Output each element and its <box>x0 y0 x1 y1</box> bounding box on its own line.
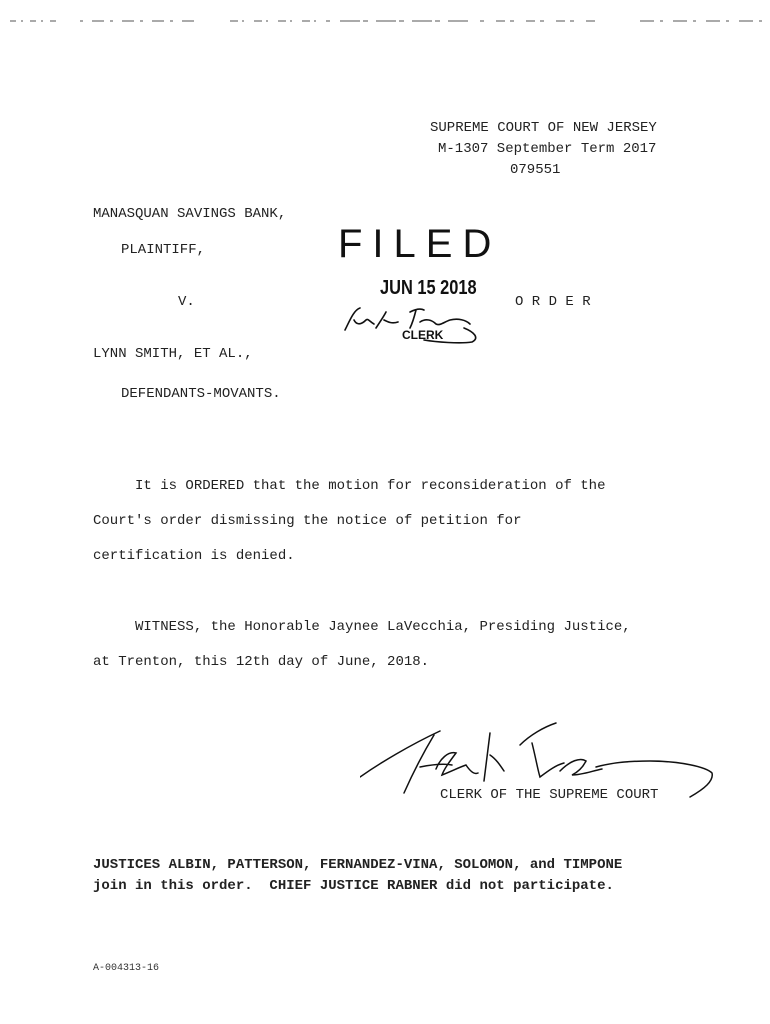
document-type: O R D E R <box>515 294 591 310</box>
filed-date-stamp: JUN 15 2018 <box>380 277 477 299</box>
order-paragraph <box>93 469 605 574</box>
participation-note <box>93 855 622 897</box>
order-line-3: certification is denied. <box>93 548 295 564</box>
footer-code: A-004313-16 <box>93 963 160 974</box>
defendant-name: LYNN SMITH, ET AL., <box>93 346 253 362</box>
filed-stamp: FILED <box>338 222 502 266</box>
plaintiff-role: PLAINTIFF, <box>121 242 206 258</box>
participation-line-2: join in this order. CHIEF JUSTICE RABNER did not participate. <box>93 878 614 894</box>
signature-title: CLERK OF THE SUPREME COURT <box>440 787 659 803</box>
docket-number: M-1307 September Term 2017 <box>438 141 657 157</box>
participation-line-1: JUSTICES ALBIN, PATTERSON, FERNANDEZ-VINA, SOLOMON, and TIMPONE <box>93 857 623 873</box>
plaintiff-name: MANASQUAN SAVINGS BANK, <box>93 206 287 222</box>
order-line-2: Court's order dismissing the notice of petition for <box>93 513 522 529</box>
case-number: 079551 <box>510 162 561 178</box>
versus: V. <box>178 294 195 310</box>
clerk-stamp-label: CLERK <box>402 328 444 342</box>
witness-paragraph <box>93 610 631 680</box>
court-name: SUPREME COURT OF NEW JERSEY <box>430 120 657 136</box>
order-line-1: It is ORDERED that the motion for reconsideration of the <box>93 478 606 494</box>
court-header <box>430 118 690 181</box>
defendant-role: DEFENDANTS-MOVANTS. <box>121 386 281 402</box>
witness-line-2: at Trenton, this 12th day of June, 2018. <box>93 654 430 670</box>
witness-line-1: WITNESS, the Honorable Jaynee LaVecchia, Presiding Justice, <box>93 619 631 635</box>
scan-artifact-line <box>0 18 770 24</box>
